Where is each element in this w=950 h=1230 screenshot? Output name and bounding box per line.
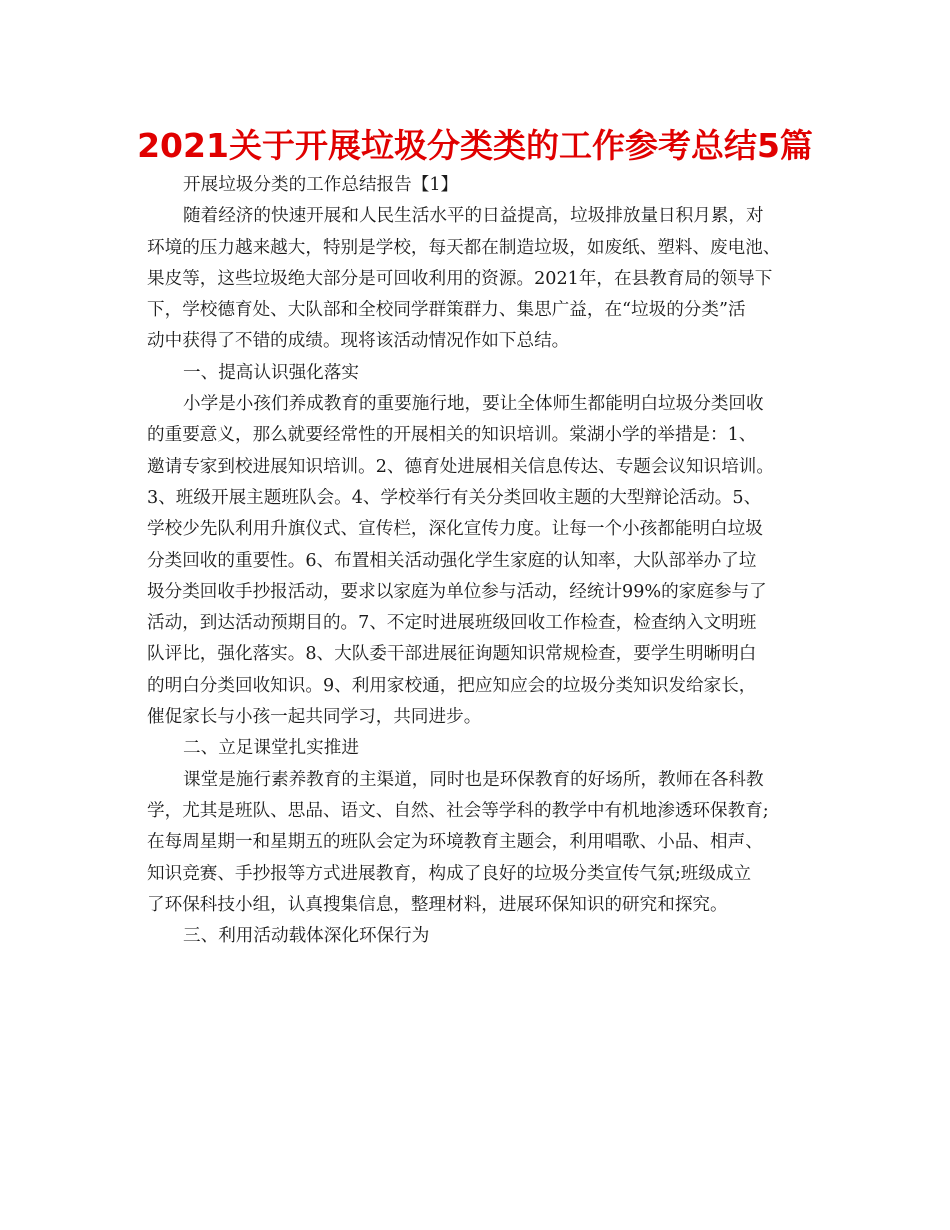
paragraph-line: 催促家长与小孩一起共同学习，共同进步。 bbox=[147, 707, 482, 728]
paragraph-first-line: 小学是小孩们养成教育的重要施行地，要让全体师生都能明白垃圾分类回收 bbox=[183, 394, 764, 415]
paragraph-line: 邀请专家到校进展知识培训。2、德育处进展相关信息传达、专题会议知识培训。 bbox=[147, 456, 774, 477]
paragraph-first-line: 一、提高认识强化落实 bbox=[183, 362, 359, 383]
paragraph-line: 环境的压力越来越大，特别是学校，每天都在制造垃圾，如废纸、塑料、废电池、 bbox=[147, 237, 781, 258]
paragraph-first-line: 二、立足课堂扎实推进 bbox=[183, 738, 359, 759]
paragraph-line: 的明白分类回收知识。9、利用家校通，把应知应会的垃圾分类知识发给家长， bbox=[147, 675, 757, 696]
paragraph-line: 下，学校德育处、大队部和全校同学群策群力、集思广益，在“垃圾的分类”活 bbox=[147, 300, 746, 321]
paragraph-line: 的重要意义，那么就要经常性的开展相关的知识培训。棠湖小学的举措是：1、 bbox=[147, 425, 757, 446]
paragraph-line: 知识竞赛、手抄报等方式进展教育，构成了良好的垃圾分类宣传气氛;班级成立 bbox=[147, 863, 752, 884]
paragraph-first-line: 开展垃圾分类的工作总结报告【1】 bbox=[183, 175, 459, 195]
paragraph-line: 分类回收的重要性。6、布置相关活动强化学生家庭的认知率，大队部举办了垃 bbox=[147, 550, 757, 571]
paragraph-first-line: 三、利用活动载体深化环保行为 bbox=[183, 926, 430, 947]
paragraph-line: 学校少先队利用升旗仪式、宣传栏，深化宣传力度。让每一个小孩都能明白垃圾 bbox=[147, 519, 763, 540]
paragraph-first-line: 随着经济的快速开展和人民生活水平的日益提高，垃圾排放量日积月累，对 bbox=[183, 206, 764, 227]
paragraph-line: 圾分类回收手抄报活动，要求以家庭为单位参与活动，经统计99%的家庭参与了 bbox=[147, 581, 767, 602]
paragraph-first-line: 课堂是施行素养教育的主渠道，同时也是环保教育的好场所，教师在各科教 bbox=[183, 769, 764, 790]
paragraph-line: 队评比，强化落实。8、大队委干部进展征询题知识常规检查，要学生明晰明白 bbox=[147, 644, 757, 665]
paragraph-line: 学，尤其是班队、思品、语文、自然、社会等学科的教学中有机地渗透环保教育; bbox=[147, 800, 769, 821]
paragraph-line: 动中获得了不错的成绩。现将该活动情况作如下总结。 bbox=[147, 331, 570, 352]
paragraph-line: 果皮等，这些垃圾绝大部分是可回收利用的资源。2021年，在县教育局的领导下 bbox=[147, 268, 773, 289]
paragraph-line: 活动，到达活动预期目的。7、不定时进展班级回收工作检查，检查纳入文明班 bbox=[147, 613, 757, 634]
paragraph-line: 3、班级开展主题班队会。4、学校举行有关分类回收主题的大型辩论活动。5、 bbox=[147, 487, 762, 508]
paragraph-line: 在每周星期一和星期五的班队会定为环境教育主题会，利用唱歌、小品、相声、 bbox=[147, 832, 763, 853]
document-body bbox=[147, 170, 817, 952]
document-title: 2021关于开展垃圾分类类的工作参考总结5篇 bbox=[137, 126, 813, 165]
paragraph-line: 了环保科技小组，认真搜集信息，整理材料，进展环保知识的研究和探究。 bbox=[147, 894, 728, 915]
